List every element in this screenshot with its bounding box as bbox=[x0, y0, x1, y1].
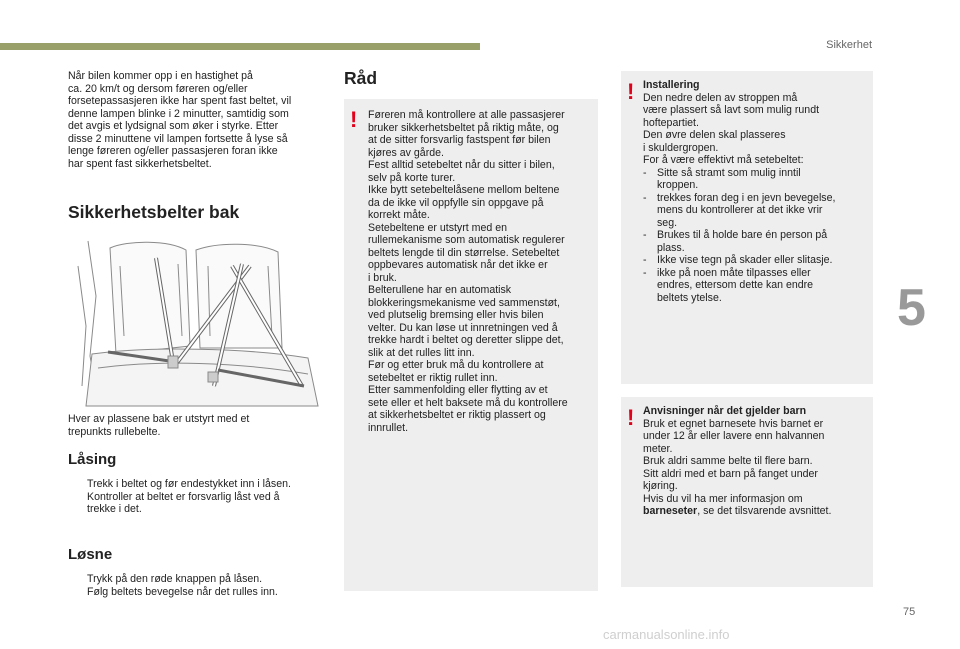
list-item: Kontroller at beltet er forsvarlig låst ved å trekke i det. bbox=[68, 491, 326, 516]
list-item: - trekkes foran deg i en jevn bevegelse, mens du kontrollerer at det ikke vrir seg. bbox=[643, 191, 836, 229]
advice-box bbox=[344, 99, 598, 591]
bullet-icon bbox=[68, 586, 87, 599]
locking-list bbox=[68, 478, 326, 516]
child-seat-title: Anvisninger når det gjelder barn bbox=[643, 405, 807, 417]
list-item: - Sitte så stramt som mulig inntil kroppen. bbox=[643, 166, 801, 191]
installation-box bbox=[621, 71, 873, 384]
warning-icon: ! bbox=[350, 107, 358, 132]
release-list bbox=[68, 573, 326, 598]
locking-heading: Låsing bbox=[68, 451, 117, 468]
list-item: Trykk på den røde knappen på låsen. bbox=[68, 573, 326, 586]
bullet-icon bbox=[68, 491, 87, 516]
advice-text: Føreren må kontrollere at alle passasjerer bruker sikkerhetsbeltet på riktig måte, og at de sitter forsvarlig fastspent før bilen kjøres av gårde. Fest alltid setebeltet når du sitter i bilen, selv på korte turer. Ikke bytt setebeltelåsene mellom beltene da de ikke vil oppfylle sin oppgave på korrekt måte. Setebeltene er utstyrt med en rullemekanisme som automatisk regulerer beltets lengde til din størrelse. Setebeltet oppbevares automatisk når det ikke er i bruk. Belterullene har en automatisk blokkeringsmekanisme ved sammenstøt, ved plutselig bremsing eller hvis bilen velter. Du kan løse ut innretningen ved å trekke hardt i beltet og deretter slippe det, slik at det rulles litt inn. Før og etter bruk må du kontrollere at setebeltet er riktig rullet inn. Etter sammenfolding eller flytting av et sete eller et helt baksete må du kontrollere at sikkerhetsbeltet er riktig plassert og innrullet. bbox=[368, 109, 568, 434]
rear-seat-belt-illustration bbox=[68, 236, 321, 408]
warning-icon: ! bbox=[627, 405, 635, 430]
bullet-icon bbox=[68, 478, 87, 491]
figure-caption: Hver av plassene bak er utstyrt med et trepunkts rullebelte. bbox=[68, 413, 250, 438]
list-item: - ikke på noen måte tilpasses eller endres, ettersom dette kan endre beltets ytelse. bbox=[643, 266, 814, 304]
child-seat-box bbox=[621, 397, 873, 587]
list-item: Følg beltets bevegelse når det rulles inn. bbox=[68, 586, 326, 599]
child-seat-reference: barneseter, se det tilsvarende avsnittet. bbox=[643, 505, 832, 517]
list-item: Trekk i beltet og før endestykket inn i låsen. bbox=[68, 478, 326, 491]
list-item: - Brukes til å holde bare én person på plass. bbox=[643, 229, 828, 254]
watermark: carmanualsonline.info bbox=[603, 627, 730, 642]
intro-paragraph: Når bilen kommer opp i en hastighet på ca. 20 km/t og dersom føreren og/eller forsetepassasjeren ikke har spent fast beltet, vil denne lampen blinke i 2 minutter, samtidig som det avgis et lydsignal som øker i styrke. Etter disse 2 minuttene vil lampen fortsette å lyse så lenge føreren og/eller passasjeren foran ikke har spent fast sikkerhetsbeltet. bbox=[68, 70, 292, 170]
release-heading: Løsne bbox=[68, 546, 113, 563]
header-accent-bar bbox=[0, 43, 480, 50]
chapter-number: 5 bbox=[897, 279, 926, 337]
bullet-icon bbox=[68, 573, 87, 586]
installation-text: Den nedre delen av stroppen må være plassert så lavt som mulig rundt hoftepartiet. Den øvre delen skal plasseres i skuldergropen. For å være effektivt må setebeltet: bbox=[643, 91, 820, 166]
page-number: 75 bbox=[903, 606, 916, 618]
advice-heading: Råd bbox=[344, 68, 378, 88]
child-seat-text: Bruk et egnet barnesete hvis barnet er under 12 år eller lavere enn halvannen meter. Bruk aldri samme belte til flere barn. Sitt aldri med et barn på fanget under kjøring. Hvis du vil ha mer informasjon om bbox=[643, 417, 825, 505]
section-title: Sikkerhet bbox=[826, 39, 872, 51]
rear-belts-heading: Sikkerhetsbelter bak bbox=[68, 202, 240, 222]
list-item: - Ikke vise tegn på skader eller slitasje. bbox=[643, 254, 833, 266]
installation-title: Installering bbox=[643, 79, 700, 91]
warning-icon: ! bbox=[627, 79, 635, 104]
